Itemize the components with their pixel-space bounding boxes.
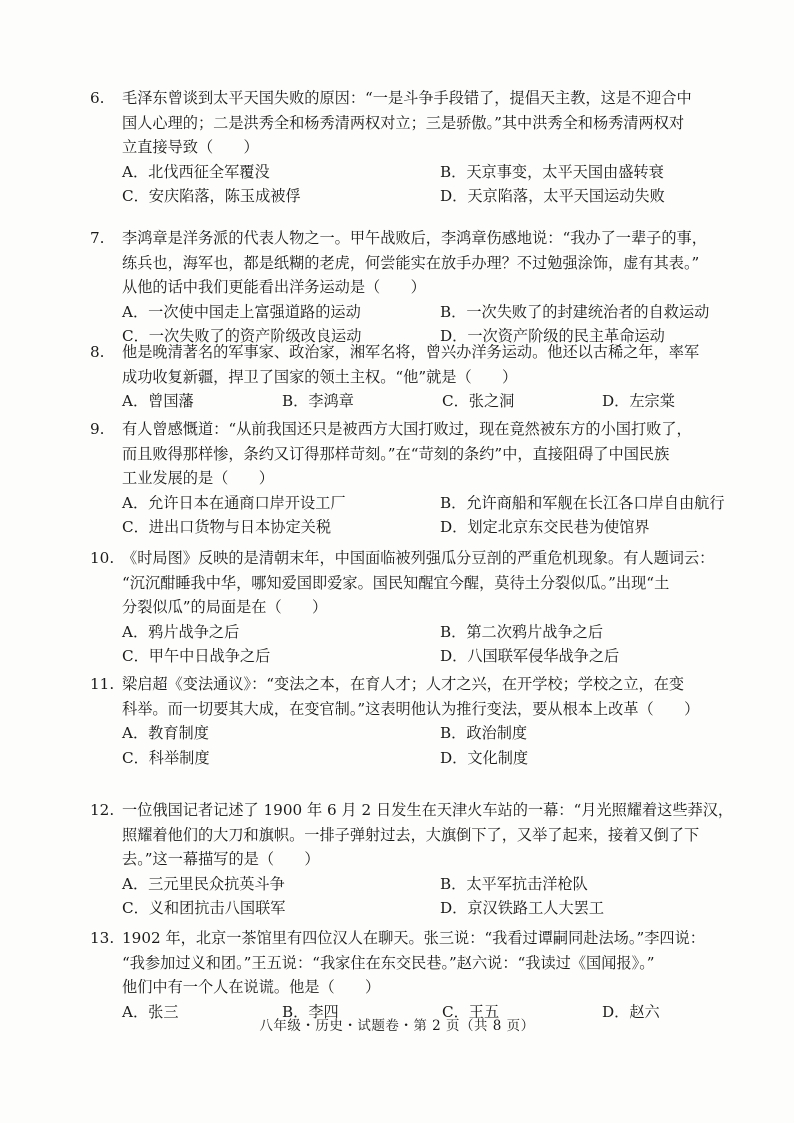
stem-text: 从他的话中我们更能看出洋务运动是（ ） xyxy=(122,278,426,297)
answer-option[interactable]: D．划定北京东交民巷为使馆界 xyxy=(440,518,650,537)
question-7 xyxy=(90,226,742,349)
answer-option[interactable]: D．赵六 xyxy=(602,1002,660,1021)
question-stem xyxy=(90,417,742,491)
answer-option[interactable]: C．进出口货物与日本协定关税 xyxy=(122,518,332,537)
options-row xyxy=(90,746,742,771)
stem-text: 而且败得那样惨，条约又订得那样苛刻。”在“苛刻的条约”中，直接阻碍了中国民族 xyxy=(122,444,670,463)
question-number: 11. xyxy=(90,675,115,693)
options-row xyxy=(90,389,742,414)
stem-text: 他们中有一个人在说谎。他是（ ） xyxy=(122,978,381,997)
answer-option[interactable]: B．允许商船和军舰在长江各口岸自由航行 xyxy=(440,493,725,512)
options-row xyxy=(90,160,742,185)
question-number: 13. xyxy=(90,929,115,947)
stem-text: 照耀着他们的大刀和旗帜。一排子弹射过去，大旗倒下了，又举了起来，接着又倒了下 xyxy=(122,825,700,844)
stem-line xyxy=(90,823,742,848)
answer-option[interactable]: D．八国联军侵华战争之后 xyxy=(440,647,620,666)
stem-line xyxy=(90,417,742,442)
answer-option[interactable]: B．太平军抗击洋枪队 xyxy=(440,874,588,893)
options-row xyxy=(90,872,742,897)
stem-text: 练兵也，海军也，都是纸糊的老虎，何尝能实在放手办理？不过勉强涂饰，虚有其表。” xyxy=(122,253,700,272)
answer-option[interactable]: D．京汉铁路工人大罢工 xyxy=(440,899,605,918)
stem-text: 《时局图》反映的是清朝末年，中国面临被列强瓜分豆剖的严重危机现象。有人题词云： xyxy=(122,549,715,567)
options-row xyxy=(90,515,742,540)
question-number: 9. xyxy=(90,420,105,438)
stem-line xyxy=(90,251,742,276)
answer-option[interactable]: B．李四 xyxy=(282,1002,339,1021)
answer-option[interactable]: C．甲午中日战争之后 xyxy=(122,647,271,666)
options-row xyxy=(90,620,742,645)
answer-option[interactable]: C．张之洞 xyxy=(442,392,515,411)
question-9 xyxy=(90,417,742,540)
stem-text: 他是晚清著名的军事家、政治家，湘军名将，曾兴办洋务运动。他还以古稀之年，率军 xyxy=(122,343,700,361)
answer-option[interactable]: C．一次失败了的资产阶级改良运动 xyxy=(122,327,362,346)
stem-text: 去。”这一幕描写的是（ ） xyxy=(122,850,320,869)
question-10 xyxy=(90,546,742,669)
question-number: 12. xyxy=(90,801,115,819)
stem-line xyxy=(90,135,742,160)
stem-line xyxy=(90,697,742,722)
options-row xyxy=(90,721,742,746)
stem-line xyxy=(90,926,742,951)
stem-line xyxy=(90,442,742,467)
question-stem xyxy=(90,926,742,1000)
page-footer: 八年级・历史・试题卷・第 2 页（共 8 页） xyxy=(259,1018,535,1034)
question-13 xyxy=(90,926,742,1024)
answer-option[interactable]: A．北伐西征全军覆没 xyxy=(122,162,270,181)
stem-text: “我参加过义和团。”王五说：“我家住在东交民巷。”赵六说：“我读过《国闻报》。” xyxy=(122,953,655,972)
question-number: 8. xyxy=(90,343,105,361)
stem-line xyxy=(90,847,742,872)
answer-option[interactable]: A．曾国藩 xyxy=(122,392,194,411)
answer-option[interactable]: A．张三 xyxy=(122,1002,179,1021)
question-number: 6. xyxy=(90,89,105,107)
answer-option[interactable]: A．三元里民众抗英斗争 xyxy=(122,874,285,893)
answer-option[interactable]: B．一次失败了的封建统治者的自救运动 xyxy=(440,302,710,321)
stem-text: 国人心理的；二是洪秀全和杨秀清两权对立；三是骄傲。”其中洪秀全和杨秀清两权对 xyxy=(122,113,685,132)
question-number: 10. xyxy=(90,549,115,567)
question-6 xyxy=(90,86,742,209)
question-stem xyxy=(90,226,742,300)
stem-text: 分裂似瓜”的局面是在（ ） xyxy=(122,598,328,617)
stem-line xyxy=(90,798,742,823)
stem-line xyxy=(90,466,742,491)
stem-line xyxy=(90,275,742,300)
question-stem xyxy=(90,546,742,620)
answer-option[interactable]: D．天京陷落，太平天国运动失败 xyxy=(440,187,665,206)
answer-option[interactable]: D．文化制度 xyxy=(440,748,529,767)
stem-text: 科举。而一切要其大成，在变官制。”这表明他认为推行变法，要从根本上改革（ ） xyxy=(122,699,700,718)
answer-option[interactable]: C．安庆陷落，陈玉成被俘 xyxy=(122,187,301,206)
answer-option[interactable]: B．李鸿章 xyxy=(282,392,354,411)
answer-option[interactable]: A．教育制度 xyxy=(122,724,209,743)
stem-line xyxy=(90,340,742,365)
options-row xyxy=(90,896,742,921)
answer-option[interactable]: B．政治制度 xyxy=(440,724,528,743)
options-row xyxy=(90,300,742,325)
stem-text: 立直接导致（ ） xyxy=(122,138,259,157)
stem-text: 毛泽东曾谈到太平天国失败的原因：“一是斗争手段错了，提倡天主教，这是不迎合中 xyxy=(122,89,692,107)
question-11 xyxy=(90,672,742,770)
options-row xyxy=(90,184,742,209)
stem-line xyxy=(90,951,742,976)
answer-option[interactable]: C．义和团抗击八国联军 xyxy=(122,899,286,918)
answer-option[interactable]: D．一次资产阶级的民主革命运动 xyxy=(440,327,665,346)
answer-option[interactable]: B．天京事变，太平天国由盛转衰 xyxy=(440,162,664,181)
options-row xyxy=(90,491,742,516)
answer-option[interactable]: A．一次使中国走上富强道路的运动 xyxy=(122,302,361,321)
stem-text: 工业发展的是（ ） xyxy=(122,469,274,488)
question-stem xyxy=(90,340,742,389)
stem-line xyxy=(90,111,742,136)
stem-line xyxy=(90,226,742,251)
stem-line xyxy=(90,365,742,390)
question-number: 7. xyxy=(90,229,105,247)
question-8 xyxy=(90,340,742,414)
stem-line xyxy=(90,571,742,596)
question-stem xyxy=(90,798,742,872)
answer-option[interactable]: C．科举制度 xyxy=(122,748,210,767)
stem-line xyxy=(90,672,742,697)
answer-option[interactable]: A．允许日本在通商口岸开设工厂 xyxy=(122,493,346,512)
stem-text: 梁启超《变法通议》：“变法之本，在育人才；人才之兴，在开学校；学校之立，在变 xyxy=(122,675,685,693)
options-row xyxy=(90,644,742,669)
answer-option[interactable]: B．第二次鸦片战争之后 xyxy=(440,622,604,641)
stem-text: “沉沉酣睡我中华，哪知爱国即爱家。国民知醒宜今醒，莫待土分裂似瓜。”出现“土 xyxy=(122,573,670,592)
stem-text: 1902 年，北京一茶馆里有四位汉人在聊天。张三说：“我看过谭嗣同赴法场。”李四说： xyxy=(122,929,705,947)
answer-option[interactable]: A．鸦片战争之后 xyxy=(122,622,240,641)
answer-option[interactable]: C．王五 xyxy=(442,1002,500,1021)
question-stem xyxy=(90,86,742,160)
stem-line xyxy=(90,975,742,1000)
question-stem xyxy=(90,672,742,721)
stem-text: 李鸿章是洋务派的代表人物之一。甲午战败后，李鸿章伤感地说：“我办了一辈子的事， xyxy=(122,229,707,247)
stem-text: 有人曾感慨道：“从前我国还只是被西方大国打败过，现在竟然被东方的小国打败了， xyxy=(122,420,692,438)
stem-line xyxy=(90,86,742,111)
stem-line xyxy=(90,595,742,620)
answer-option[interactable]: D．左宗棠 xyxy=(602,392,675,411)
stem-text: 一位俄国记者记述了 1900 年 6 月 2 日发生在天津火车站的一幕：“月光照耀着这些莽汉， xyxy=(122,801,734,819)
stem-line xyxy=(90,546,742,571)
stem-text: 成功收复新疆，捍卫了国家的领土主权。“他”就是（ ） xyxy=(122,367,518,386)
question-12 xyxy=(90,798,742,921)
